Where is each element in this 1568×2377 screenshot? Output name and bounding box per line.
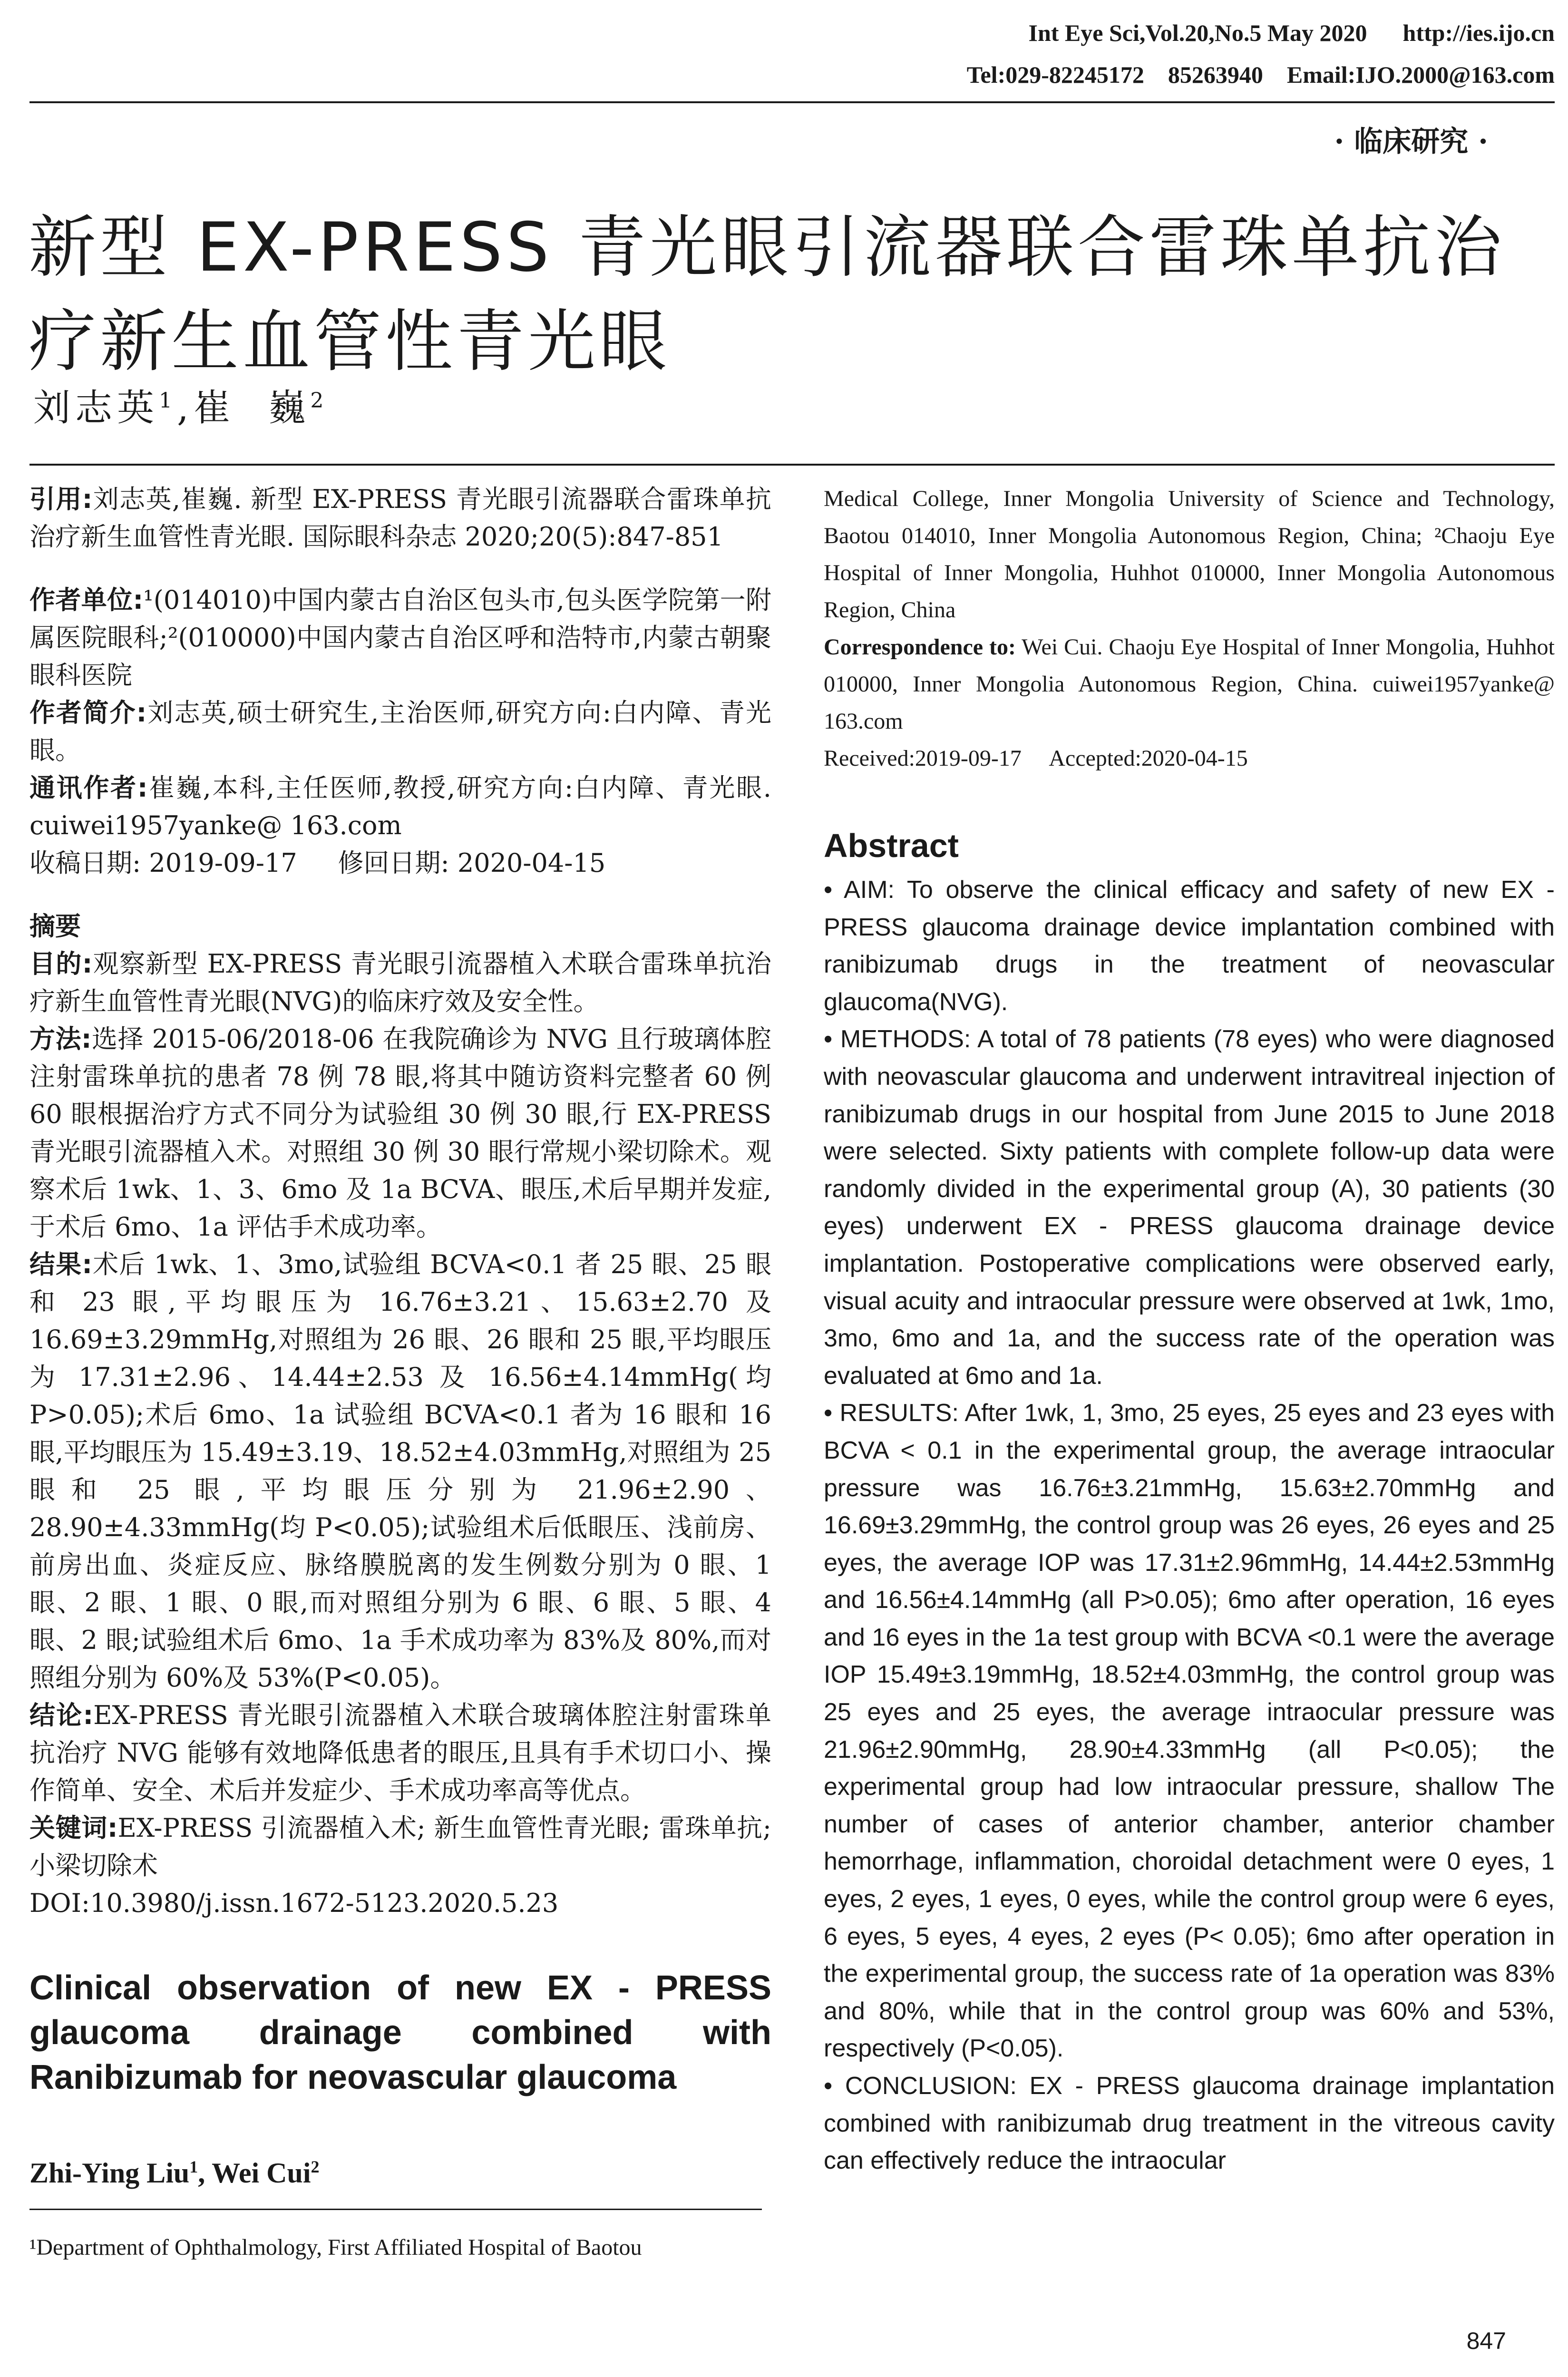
article-title-cn: 新型 EX-PRESS 青光眼引流器联合雷珠单抗治疗新生血管性青光眼	[29, 208, 1506, 381]
author-separator: ,	[177, 387, 194, 429]
journal-header-line2: Tel:029-82245172 85263940 Email:IJO.2000@163.com	[966, 61, 1555, 88]
author-bio-label: 作者简介:	[29, 698, 147, 728]
journal-header-line1: Int Eye Sci,Vol.20,No.5 May 2020 http://ies.ijo.cn	[1028, 19, 1555, 46]
received-accepted: Received:2019-09-17 Accepted:2020-04-15	[824, 746, 1248, 771]
abstract-aim-cn	[29, 945, 771, 1020]
author-affil-sup: 1	[189, 2157, 198, 2176]
title-rule	[29, 464, 1555, 466]
keywords-cn	[29, 1809, 771, 1884]
citation	[29, 480, 771, 555]
abstract-results-en: • RESULTS: After 1wk, 1, 3mo, 25 eyes, 25 eyes and 23 eyes with BCVA < 0.1 in the experimental group, the average intraocular pressure was 16.76±3.21mmHg, 15.63±2.70mmHg and 16.69±3.29mmHg, the control group was 26 eyes, 26 eyes and 25 eyes, the average IOP was 17.31±2.96mmHg, 14.44±2.53mmHg and 16.56±4.14mmHg (all P>0.05); 6mo after operation, 16 eyes and 16 eyes in the 1a test group with BCVA <0.1 were the average IOP 15.49±3.19mmHg, 18.52±4.03mmHg, the control group was 25 eyes and 25 eyes, the average intraocular pressure was 21.96±2.90mmHg, 28.90±4.33mmHg (all P<0.05); the experimental group had low intraocular pressure, shallow The number of cases of anterior chamber, anterior chamber hemorrhage, inflammation, choroidal detachment were 0 eyes, 1 eyes, 2 eyes, 1 eyes, 0 eyes, while the control group were 6 eyes, 6 eyes, 5 eyes, 4 eyes, 2 eyes (P< 0.05); 6mo after operation in the experimental group, the success rate of 1a operation was 83% and 80%, while that in the control group was 60% and 53%, respectively (P<0.05).	[824, 1399, 1555, 2063]
author-name-en: Zhi-Ying Liu	[29, 2157, 190, 2189]
doi: DOI:10.3980/j.issn.1672-5123.2020.5.23	[29, 1888, 559, 1918]
correspondence-text: Wei Cui. Chaoju Eye Hospital of Inner Mongolia, Huhhot 010000, Inner Mongolia Autonomous Region, China. cuiwei1957yanke@ 163.com	[824, 634, 1555, 734]
right-column	[824, 480, 1555, 2180]
results-text: 术后 1wk、1、3mo,试验组 BCVA<0.1 者 25 眼、25 眼和 23 眼,平均眼压为 16.76±3.21、15.63±2.70 及 16.69±3.29mmHg,对照组为 26 眼、26 眼和 25 眼,平均眼压为 17.31±2.96、14.44±2.53 及 16.56±4.14mmHg(均 P>0.05);术后 6mo、1a 试验组 BCVA<0.1 者为 16 眼和 16 眼,平均眼压为 15.49±3.19、18.52±4.03mmHg,对照组为 25 眼和 25 眼,平均眼压分别为 21.96±2.90、28.90±4.33mmHg(均 P<0.05);试验组术后低眼压、浅前房、前房出血、炎症反应、脉络膜脱离的发生例数分别为 0 眼、1 眼、2 眼、1 眼、0 眼,而对照组分别为 6 眼、6 眼、5 眼、4 眼、2 眼;试验组术后 6mo、1a 手术成功率为 83%及 80%,而对照组分别为 60%及 53%(P<0.05)。	[29, 1249, 771, 1693]
section-label: · 临床研究 ·	[1334, 125, 1488, 158]
abstract-methods-en: • METHODS: A total of 78 patients (78 eyes) who were diagnosed with neovascular glaucoma and underwent intravitreal injection of ranibizumab drugs in our hospital from June 2015 to June 2018 were selected. Sixty patients with complete follow-up data were randomly divided in the experimental group (A), 30 patients (30 eyes) underwent EX - PRESS glaucoma drainage device implantation. Postoperative complications were observed early, visual acuity and intraocular pressure were observed at 1wk, 1mo, 3mo, 6mo and 1a, and the success rate of the operation was evaluated at 6mo and 1a.	[824, 1025, 1555, 1390]
corresponding-author	[29, 769, 771, 844]
aim-text: 观察新型 EX-PRESS 青光眼引流器植入术联合雷珠单抗治疗新生血管性青光眼(NVG)的临床疗效及安全性。	[29, 949, 771, 1016]
author-name: 刘志英	[33, 387, 159, 429]
author-bio-text: 刘志英,硕士研究生,主治医师,研究方向:白内障、青光眼。	[29, 698, 771, 765]
correspondence-en	[824, 629, 1555, 740]
conclusion-text: EX-PRESS 青光眼引流器植入术联合玻璃体腔注射雷珠单抗治疗 NVG 能够有效地降低患者的眼压,且具有手术切口小、操作简单、安全、术后并发症少、手术成功率高等优点。	[29, 1700, 771, 1805]
author-unit	[29, 581, 771, 694]
affiliation-en-start: ¹Department of Ophthalmology, First Affiliated Hospital of Baotou	[29, 2235, 642, 2260]
conclusion-label: 结论:	[29, 1700, 94, 1730]
methods-text: 选择 2015-06/2018-06 在我院确诊为 NVG 且行玻璃体腔注射雷珠单抗的患者 78 例 78 眼,将其中随访资料完整者 60 例 60 眼根据治疗方式不同分为试验组 30 例 30 眼,行 EX-PRESS 青光眼引流器植入术。对照组 30 例 30 眼行常规小梁切除术。观察术后 1wk、1、3、6mo 及 1a BCVA、眼压,术后早期并发症,于术后 6mo、1a 评估手术成功率。	[29, 1024, 771, 1242]
correspondence-label: Correspondence to:	[824, 634, 1016, 660]
author-bio	[29, 694, 771, 769]
author-name: 崔 巍	[193, 387, 311, 429]
citation-label: 引用:	[29, 484, 93, 514]
author-affil-sup: 1	[159, 389, 177, 413]
received-dates-cn: 收稿日期: 2019-09-17 修回日期: 2020-04-15	[29, 848, 606, 878]
abstract-aim-en: • AIM: To observe the clinical efficacy and safety of new EX - PRESS glaucoma drainage device implantation combined with ranibizumab drugs in the treatment of neovascular glaucoma(NVG).	[824, 876, 1555, 1016]
aim-label: 目的:	[29, 949, 93, 979]
page-number: 847	[1466, 2328, 1506, 2354]
abstract-conclusion-en: • CONCLUSION: EX - PRESS glaucoma drainage implantation combined with ranibizumab drug treatment in the vitreous cavity can effectively reduce the intraocular	[824, 2072, 1555, 2175]
corresponding-author-text: 崔巍,本科,主任医师,教授,研究方向:白内障、青光眼. cuiwei1957yanke@ 163.com	[29, 773, 771, 840]
left-column	[29, 480, 771, 2266]
affiliation-rule	[29, 2209, 762, 2210]
author-name-en: , Wei Cui	[198, 2157, 311, 2189]
author-affil-sup: 2	[311, 2157, 320, 2176]
abstract-conclusion-cn	[29, 1696, 771, 1809]
article-title-en: Clinical observation of new EX - PRESS glaucoma drainage combined with Ranibizumab for neovascular glaucoma	[29, 1969, 771, 2096]
citation-text: 刘志英,崔巍. 新型 EX-PRESS 青光眼引流器联合雷珠单抗治疗新生血管性青光眼. 国际眼科杂志 2020;20(5):847-851	[29, 484, 771, 552]
abstract-heading-cn: 摘要	[29, 911, 81, 941]
abstract-methods-cn	[29, 1020, 771, 1246]
affiliation-en-continued: Medical College, Inner Mongolia University of Science and Technology, Baotou 014010, Inner Mongolia Autonomous Region, China; ²Chaoju Eye Hospital of Inner Mongolia, Huhhot 010000, Inner Mongolia Autonomous Region, China	[824, 486, 1555, 623]
abstract-results-cn	[29, 1246, 771, 1696]
methods-label: 方法:	[29, 1024, 92, 1054]
corresponding-author-label: 通讯作者:	[29, 773, 148, 803]
author-unit-label: 作者单位:	[29, 585, 144, 615]
keywords-label: 关键词:	[29, 1813, 118, 1843]
results-label: 结果:	[29, 1249, 92, 1279]
keywords-text: EX-PRESS 引流器植入术; 新生血管性青光眼; 雷珠单抗;小梁切除术	[29, 1813, 771, 1880]
header-rule	[29, 101, 1555, 103]
author-affil-sup: 2	[310, 389, 329, 413]
authors-cn	[33, 378, 328, 431]
author-unit-text: ¹(014010)中国内蒙古自治区包头市,包头医学院第一附属医院眼科;²(010000)中国内蒙古自治区呼和浩特市,内蒙古朝聚眼科医院	[29, 585, 771, 690]
authors-en	[29, 2157, 771, 2190]
abstract-heading-en: Abstract	[824, 827, 959, 864]
